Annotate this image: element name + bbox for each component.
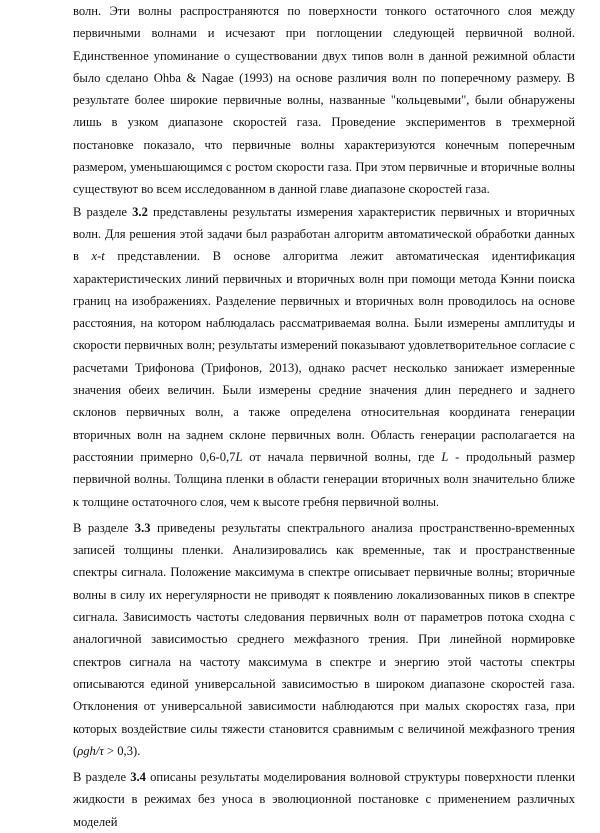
text-run: волн. Эти волны распространяются по поверхности тонкого остаточного слоя между первичными волнами и исчезают при поглощении следующей первичной волной. Единственное упоминание о существовании двух типов волн в данной режимной области было сделано Ohba & Nagae (1993) на основе различия волн по поперечному размеру. В результате более широкие первичные волны, названные "кольцевыми", были обнаружены лишь в узком диапазоне скоростей газа. Проведение экспериментов в трехмерной постановке показало, что первичные волны характеризуются конечным поперечным размером, уменьшающимся с ростом скорости газа. При этом первичные и вторичные волны существуют во всем исследованном в данной главе диапазоне скоростей газа. <box>73 4 575 197</box>
text-run: В разделе <box>73 770 131 785</box>
text-run: приведены результаты спектрального анализа пространственно-временных записей толщины пленки. Анализировались как временные, так и пространственные спектры сигнала. Положение максимума в спектре описывает первичные волны; вторичные волны в силу их нерегулярности не приводят к появлению локализованных пиков в спектре сигнала. Зависимость частоты следования первичных волн от параметров потока сходна с аналогичной зависимостью среднего межфазного трения. При линейной нормировке спектров сигнала на частоту максимума в спектре и энергию этой частоты спектры описываются единой универсальной зависимостью в широком диапазоне скоростей газа. Отклонения от универсальной зависимости наблюдаются при малых скоростях газа, при которых воздействие силы тяжести становится сравнимым с величиной межфазного трения ( <box>73 520 575 758</box>
math-symbol: L <box>235 449 243 464</box>
text-run: - продольный размер первичной волны. Толщина пленки в области генерации вторичных волн значительно ближе к толщине остаточного слоя, чем к высоте гребня первичной волны. <box>73 449 576 509</box>
text-run: В разделе <box>73 520 135 535</box>
section-number: 3.4 <box>130 770 146 785</box>
text-run: представлены результаты измерения характеристик первичных и вторичных волн. Для решения этой задачи был разработан алгоритм автоматической обработки данных в <box>73 204 575 264</box>
paragraph-section-3-4 <box>73 766 575 833</box>
paragraph-section-3-2 <box>73 201 575 513</box>
paragraph-waves-intro <box>73 0 575 201</box>
section-number: 3.2 <box>132 204 148 219</box>
text-run: описаны результаты моделирования волновой структуры поверхности пленки жидкости в режимах без уноса в эволюционной постановке с применением различных моделей <box>73 770 576 829</box>
text-run: представлении. В основе алгоритма лежит автоматическая идентификация характеристических линий первичных и вторичных волн при помощи метода Кэнни поиска границ на изображениях. Разделение первичных и вторичных волн проводилось на основе расстояния, на котором наблюдалась рассматриваемая волна. Были измерены амплитуды и скорости первичных волн; результаты измерений показывают удовлетворительное согласие с расчетами Трифонова (Трифонов, 2013), однако расчет несколько занижает измеренные значения обеих величин. Были измерены средние значения длин переднего и заднего склонов первичных волн, а также определена относительная координата генерации вторичных волн на заднем склоне первичных волн. Область генерации располагается на расстоянии примерно 0,6-0,7 <box>73 249 575 464</box>
document-page <box>73 0 575 833</box>
math-symbol: ρgh/τ <box>77 743 104 758</box>
text-run: от начала первичной волны, где <box>242 449 442 464</box>
math-symbol: L <box>441 449 449 464</box>
text-run: В разделе <box>73 204 133 219</box>
text-run: > 0,3). <box>103 743 141 758</box>
section-number: 3.3 <box>134 520 151 535</box>
paragraph-section-3-3 <box>73 517 575 762</box>
math-symbol: x-t <box>91 249 105 264</box>
